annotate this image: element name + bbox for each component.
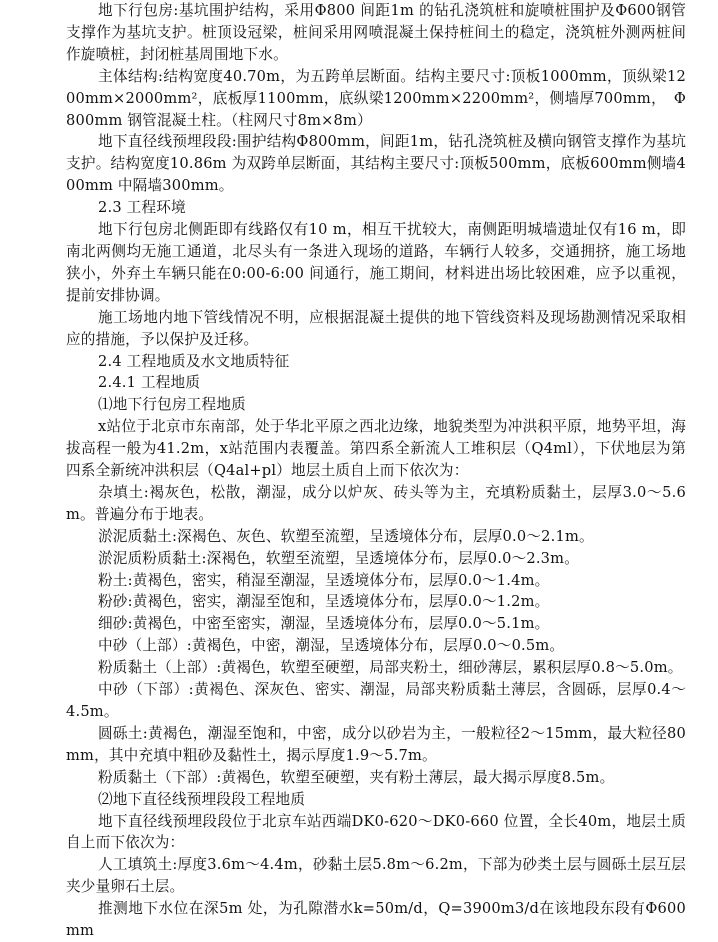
section-heading-2-4-1: 2.4.1 工程地质 bbox=[98, 374, 201, 392]
paragraph-station-location: x站位于北京市东南部，处于华北平原之西北边缘，地貌类型为冲洪积平原，地势平坦，海拔高程一般为41.2m，x站范围内表覆盖。第四系全新流人工堆积层（Q4ml），下伏地层为第四系全新统冲洪积层（Q4al+pl）地层土质自上而下依次为： bbox=[66, 418, 686, 480]
paragraph-medium-sand-upper: 中砂（上部）:黄褐色，中密，潮湿，呈透境体分布，层厚0.0～0.5m。 bbox=[98, 637, 565, 655]
paragraph-fill-soil: 杂填土:褐灰色，松散，潮湿，成分以炉灰、砖头等为主，充填粉质黏土，层厚3.0～5.6m。普遍分布于地表。 bbox=[66, 483, 686, 523]
section-heading-2-3: 2.3 工程环境 bbox=[98, 199, 186, 217]
document-body bbox=[66, 0, 686, 942]
paragraph-silty-sand: 粉砂:黄褐色，密实，潮湿至饱和，呈透境体分布，层厚0.0～1.2m。 bbox=[98, 593, 550, 611]
paragraph-fine-sand: 细砂:黄褐色，中密至密实，潮湿，呈透境体分布，层厚0.0～5.1m。 bbox=[98, 615, 550, 633]
paragraph-diameter-line-location: 地下直径线预埋段段位于北京车站西端DK0-620～DK0-660 位置，全长40m，地层土质自上而下依次为： bbox=[66, 812, 686, 852]
subsection-heading-2: ⑵地下直径线预埋段段工程地质 bbox=[98, 790, 306, 808]
subsection-heading-1: ⑴地下行包房工程地质 bbox=[98, 396, 246, 414]
paragraph-silty-clay-lower: 粉质黏土（下部）:黄褐色，软塑至硬塑，夹有粉土薄层，最大揭示厚度8.5m。 bbox=[98, 768, 615, 786]
section-heading-2-4: 2.4 工程地质及水文地质特征 bbox=[98, 352, 290, 370]
paragraph-diameter-line-segment: 地下直径线预埋段段:围护结构Φ800mm，间距1m，钻孔浇筑桩及横向钢管支撑作为基坑支护。结构宽度10.86m 为双跨单层断面，其结构主要尺寸:顶板500mm，底板600mm侧墙400mm 中隔墙300mm。 bbox=[66, 133, 686, 195]
paragraph-environment: 地下行包房北侧距即有线路仅有10 m，相互干扰较大，南侧距明城墙遗址仅有16 m，即南北两侧均无施工通道，北尽头有一条进入现场的道路，车辆行人较多，交通拥挤，施工场地狭小，外弃土车辆只能在0:00-6:00 间通行，施工期间，材料进出场比较困难，应予以重视，提前安排协调。 bbox=[66, 221, 686, 304]
paragraph-medium-sand-lower: 中砂（下部）:黄褐色、深灰色、密实、潮湿，局部夹粉质黏土薄层，含圆砾，层厚0.4～4.5m。 bbox=[66, 681, 686, 720]
paragraph-gravel-soil: 圆砾土:黄褐色，潮湿至饱和，中密，成分以砂岩为主，一般粒径2～15mm，最大粒径80mm，其中充填中粗砂及黏性土，揭示厚度1.9～5.7m。 bbox=[66, 724, 686, 764]
paragraph-main-structure: 主体结构:结构宽度40.70m，为五跨单层断面。结构主要尺寸:顶板1000mm，顶纵梁1200mm×2000mm²，底板厚1100mm，底纵梁1200mm×2200mm²，侧墙厚700mm， Φ800mm 钢管混凝土柱。（柱网尺寸8m×8m） bbox=[66, 67, 686, 129]
paragraph-muddy-clay: 淤泥质黏土:深褐色、灰色、软塑至流塑，呈透境体分布，层厚0.0～2.1m。 bbox=[98, 527, 594, 545]
paragraph-excavation-support: 地下行包房:基坑围护结构，采用Φ800 间距1m 的钻孔浇筑桩和旋喷桩围护及Φ600钢管支撑作为基坑支护。桩顶设冠梁，桩间采用网喷混凝土保持桩间土的稳定，浇筑桩外测两桩间作旋喷桩，封闭桩基周围地下水。 bbox=[66, 2, 686, 63]
paragraph-muddy-silty-clay: 淤泥质粉质黏土:深褐色，软塑至流塑，呈透境体分布，层厚0.0～2.3m。 bbox=[98, 549, 580, 567]
paragraph-artificial-fill: 人工填筑土:厚度3.6m～4.4m，砂黏土层5.8m～6.2m，下部为砂类土层与圆砾土层互层夹少量卵石土层。 bbox=[66, 856, 686, 896]
paragraph-silt: 粉土:黄褐色，密实，稍湿至潮湿，呈透境体分布，层厚0.0～1.4m。 bbox=[98, 571, 550, 589]
paragraph-groundwater: 推测地下水位在深5m 处，为孔隙潜水k=50m/d，Q=3900m3/d在该地段东段有Φ600mm bbox=[66, 900, 686, 940]
paragraph-silty-clay-upper: 粉质黏土（上部）:黄褐色，软塑至硬塑，局部夹粉土，细砂薄层，累积层厚0.8～5.0m。 bbox=[98, 659, 683, 677]
paragraph-pipelines: 施工场地内地下管线情况不明，应根据混凝土提供的地下管线资料及现场勘测情况采取相应的措施，予以保护及迁移。 bbox=[66, 308, 686, 348]
